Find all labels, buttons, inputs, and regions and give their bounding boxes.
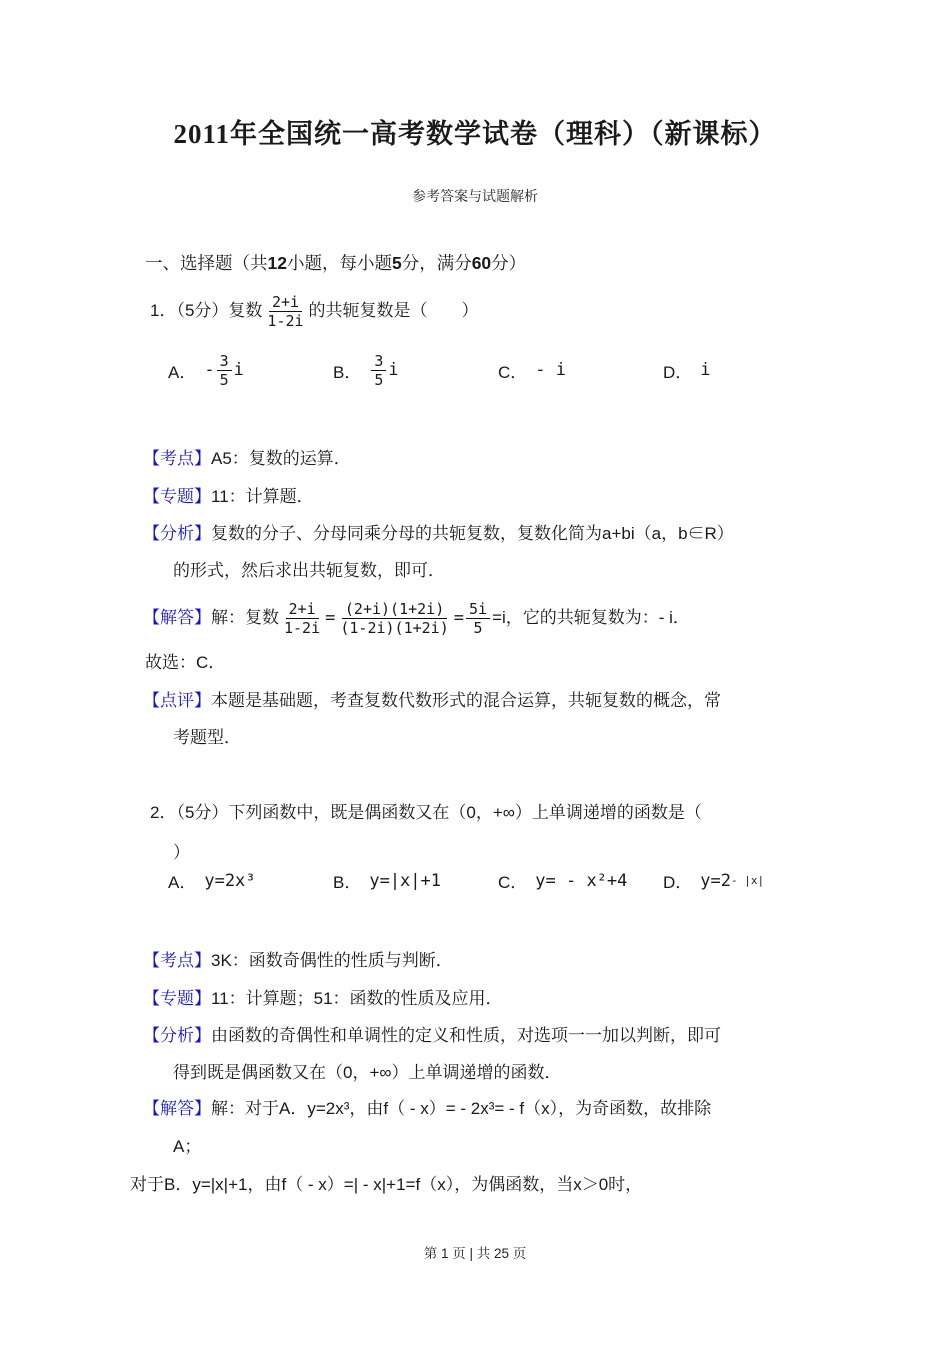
- section-heading-part: 分）: [491, 253, 527, 273]
- question-2-options: [150, 868, 830, 893]
- solution-suffix: =i，它的共轭复数为：- i．: [492, 608, 690, 627]
- option-c: [498, 344, 663, 396]
- fraction: [264, 293, 306, 330]
- q2-analysis-line1: [143, 1023, 721, 1049]
- topic-label: 【考点】: [143, 449, 211, 468]
- q2-solution-line3: [130, 1172, 642, 1198]
- topic-text: A5：复数的运算．: [211, 449, 351, 468]
- option-d: [663, 868, 828, 893]
- section-heading-count: 12: [267, 253, 287, 273]
- section-heading-part: 小题，每小题: [286, 253, 392, 273]
- section-heading-points: 5: [391, 253, 402, 273]
- comment-label: 【点评】: [143, 691, 211, 710]
- option-b: [333, 344, 498, 396]
- fraction: [217, 352, 232, 389]
- analysis-label: 【分析】: [143, 1026, 211, 1045]
- fraction-numerator: 3: [371, 352, 386, 371]
- option-d-value: i: [700, 360, 711, 380]
- subject-label: 【专题】: [143, 487, 211, 506]
- exam-title: 2011年全国统一高考数学试卷（理科）（新课标）: [173, 119, 777, 149]
- q1-analysis-line1: [143, 521, 734, 547]
- option-a-minus: -: [204, 360, 215, 380]
- option-a-label: A．: [168, 362, 197, 382]
- fraction-numerator: (2+i)(1+2i): [342, 600, 447, 619]
- option-c: [498, 868, 663, 893]
- question-1-number-text: 1．（5分）复数: [150, 301, 263, 320]
- option-d-label: D．: [663, 873, 693, 892]
- section-heading: [145, 250, 526, 275]
- q1-comment-line2: [173, 725, 241, 751]
- option-b-label: B．: [333, 362, 362, 382]
- comment-text: 本题是基础题，考查复数代数形式的混合运算，共轭复数的概念，常: [211, 691, 721, 710]
- solution-text: 解：对于A．y=2x³，由f（ - x）= - 2x³= - f（x），为奇函数，故排除: [211, 1099, 712, 1118]
- solution-label: 【解答】: [143, 608, 211, 627]
- solution-text: 对于B．y=|x|+1，由f（ - x）=| - x|+1=f（x），为偶函数，当x＞0时，: [130, 1175, 643, 1194]
- q1-comment-line1: [143, 688, 721, 714]
- q2-solution-line1: [143, 1096, 711, 1122]
- option-a: [168, 868, 333, 893]
- fraction-denominator: 5: [473, 618, 483, 637]
- section-heading-total: 60: [471, 253, 492, 273]
- subject-text: 11：计算题；51：函数的性质及应用．: [211, 989, 503, 1008]
- topic-label: 【考点】: [143, 951, 211, 970]
- subject-text: 11：计算题．: [211, 487, 314, 506]
- option-c-label: C．: [498, 873, 528, 892]
- option-a: [168, 344, 333, 396]
- question-1-stem-suffix: 的共轭复数是（ ）: [308, 301, 479, 320]
- topic-text: 3K：函数奇偶性的性质与判断．: [211, 951, 453, 970]
- option-c-value: - i: [535, 360, 566, 380]
- footer-page-info: 第 1 页 | 共 25 页: [423, 1246, 527, 1261]
- fraction: [337, 600, 451, 637]
- question-2-stem-line1: 2．（5分）下列函数中，既是偶函数又在（0，+∞）上单调递增的函数是（: [150, 803, 702, 822]
- subject-label: 【专题】: [143, 989, 211, 1008]
- option-a-value: y=2x³: [204, 870, 256, 891]
- option-b-value: i: [388, 360, 399, 380]
- fraction-denominator: 1-2i: [267, 311, 304, 330]
- option-a-label: A．: [168, 873, 197, 892]
- fraction-denominator: 1-2i: [284, 618, 321, 637]
- option-d-label: D．: [663, 362, 693, 382]
- question-1-stem: [150, 286, 479, 336]
- fraction-numerator: 2+i: [269, 293, 302, 312]
- analysis-label: 【分析】: [143, 524, 211, 543]
- question-1-options: [150, 344, 830, 396]
- fraction: [371, 352, 386, 389]
- option-d-base: y=2: [700, 870, 731, 891]
- exam-subtitle: 参考答案与试题解析: [412, 188, 538, 204]
- q1-topic-row: [143, 446, 351, 472]
- fraction: [281, 600, 323, 637]
- fraction-denominator: 5: [219, 370, 229, 389]
- section-heading-part: 一、选择题（共: [145, 253, 268, 273]
- option-c-value: y= - x²+4: [535, 870, 628, 891]
- analysis-text: 得到既是偶函数又在（0，+∞）上单调递增的函数．: [173, 1063, 562, 1082]
- option-b-label: B．: [333, 873, 362, 892]
- q1-answer-choice: 故选：C．: [145, 653, 226, 672]
- fraction: [466, 600, 490, 637]
- q1-solution-row: [143, 592, 690, 644]
- option-d-exponent: - |x|: [731, 874, 765, 887]
- analysis-text: 由函数的奇偶性和单调性的定义和性质，对选项一一加以判断，即可: [211, 1026, 721, 1045]
- option-d: [663, 344, 828, 396]
- option-c-label: C．: [498, 362, 528, 382]
- option-a-value: i: [233, 360, 244, 380]
- fraction-denominator: (1-2i)(1+2i): [340, 618, 449, 637]
- q2-analysis-line2: [173, 1060, 562, 1086]
- fraction-numerator: 3: [217, 352, 232, 371]
- fraction-numerator: 2+i: [286, 600, 319, 619]
- fraction-denominator: 5: [374, 370, 384, 389]
- q2-solution-line2: [173, 1134, 201, 1160]
- comment-text: 考题型．: [173, 728, 241, 747]
- solution-prefix: 解：复数: [211, 608, 279, 627]
- solution-label: 【解答】: [143, 1099, 211, 1118]
- option-b-value: y=|x|+1: [369, 870, 441, 891]
- q2-subject-row: [143, 986, 503, 1012]
- analysis-text: 复数的分子、分母同乘分母的共轭复数，复数化简为a+bi（a，b∈R）: [211, 524, 734, 543]
- equals-sign: =: [453, 608, 464, 628]
- solution-text: A；: [173, 1137, 202, 1156]
- equals-sign: =: [325, 608, 336, 628]
- q2-topic-row: [143, 948, 453, 974]
- option-b: [333, 868, 498, 893]
- question-2-stem-line2: ）: [173, 843, 190, 862]
- q1-subject-row: [143, 484, 314, 510]
- fraction-numerator: 5i: [466, 600, 490, 619]
- section-heading-part: 分，满分: [401, 253, 472, 273]
- analysis-text: 的形式，然后求出共轭复数，即可．: [173, 561, 445, 580]
- q1-analysis-line2: [173, 558, 445, 584]
